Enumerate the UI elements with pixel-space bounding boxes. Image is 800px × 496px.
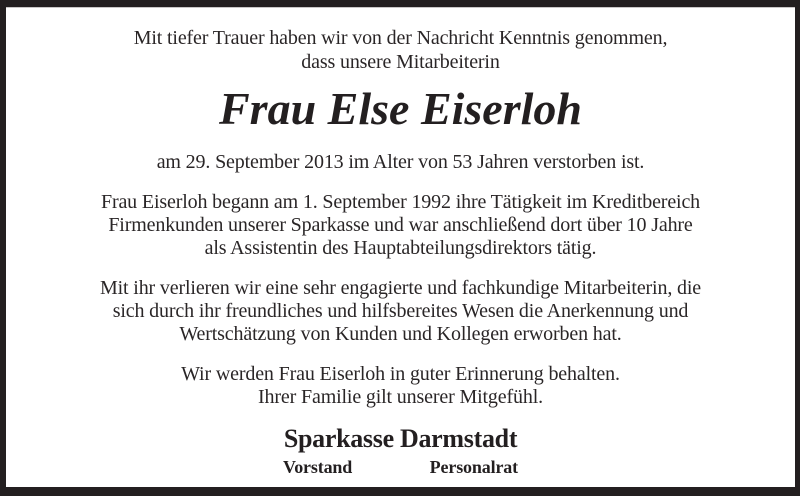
signatory-personalrat: Personalrat xyxy=(429,457,518,477)
deceased-name: Frau Else Eiserloh xyxy=(219,83,582,134)
intro-line-1: Mit tiefer Trauer haben wir von der Nachricht Kenntnis genommen, xyxy=(133,27,668,49)
closing-line-2: Ihrer Familie gilt unserer Mitgefühl. xyxy=(258,386,543,408)
tribute-line-1: Mit ihr verlieren wir eine sehr engagierte und fachkundige Mitarbeiterin, die xyxy=(100,277,701,299)
career-line-2: Firmenkunden unserer Sparkasse und war anschließend dort über 10 Jahre xyxy=(108,214,693,236)
tribute-paragraph xyxy=(6,277,795,346)
career-paragraph xyxy=(6,191,795,260)
career-line-3: als Assistentin des Hauptabteilungsdirektors tätig. xyxy=(204,237,597,259)
signatories-row xyxy=(283,457,518,477)
death-statement: am 29. September 2013 im Alter von 53 Jahren verstorben ist. xyxy=(156,151,645,173)
career-line-1: Frau Eiserloh begann am 1. September 1992 ihre Tätigkeit im Kreditbereich xyxy=(100,191,701,213)
closing-line-1: Wir werden Frau Eiserloh in guter Erinnerung behalten. xyxy=(181,363,620,385)
obituary-content xyxy=(6,8,795,477)
signatory-vorstand: Vorstand xyxy=(283,457,353,477)
closing-paragraph xyxy=(6,363,795,409)
tribute-line-2: sich durch ihr freundliches und hilfsbereites Wesen die Anerkennung und xyxy=(112,300,689,322)
intro-line-2: dass unsere Mitarbeiterin xyxy=(301,51,500,73)
intro-paragraph xyxy=(6,26,795,74)
tribute-line-3: Wertschätzung von Kunden und Kollegen erworben hat. xyxy=(179,323,622,345)
organization-name: Sparkasse Darmstadt xyxy=(283,424,518,453)
signature-block xyxy=(6,424,795,477)
